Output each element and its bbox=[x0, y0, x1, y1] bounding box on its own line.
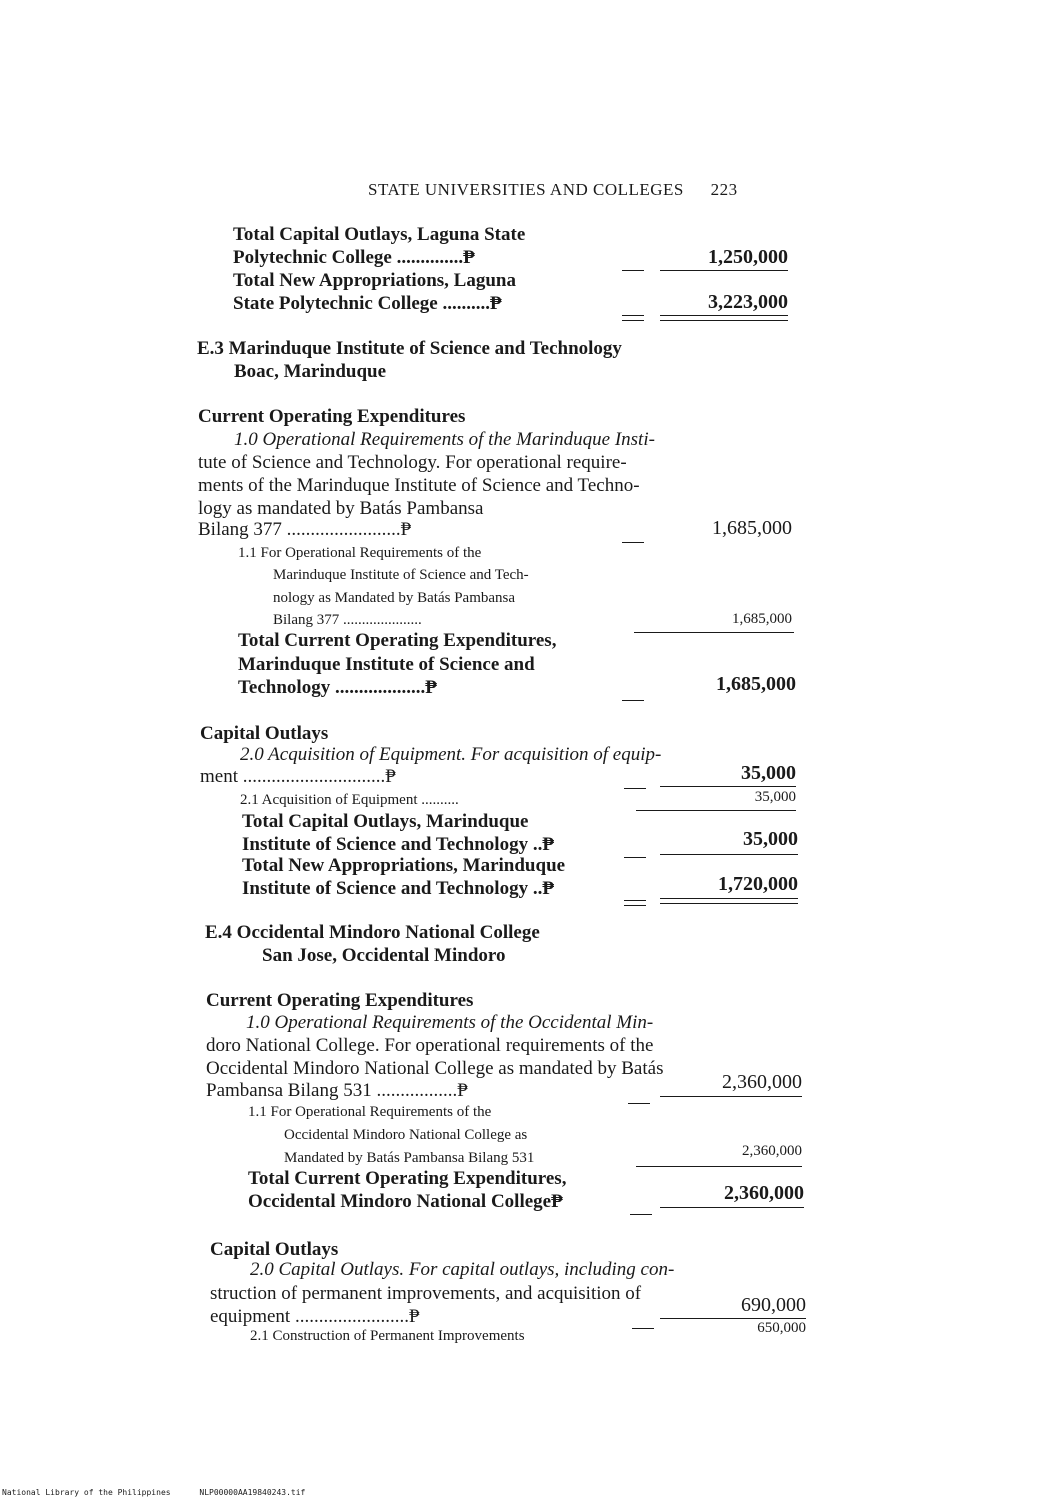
text-line: ments of the Marinduque Institute of Science and Techno- bbox=[198, 475, 640, 496]
amount: 1,250,000 bbox=[708, 246, 788, 268]
page-header bbox=[368, 180, 738, 200]
text-line: struction of permanent improvements, and acquisition of bbox=[210, 1283, 642, 1304]
amount: 3,223,000 bbox=[708, 291, 788, 313]
underline bbox=[636, 810, 796, 811]
text-line: 2.0 Acquisition of Equipment. For acquisition of equip- bbox=[240, 744, 662, 765]
underline bbox=[630, 1214, 652, 1215]
section-location: Boac, Marinduque bbox=[234, 361, 387, 382]
subsection-heading: Current Operating Expenditures bbox=[198, 406, 466, 427]
text-line: Occidental Mindoro National College₱ bbox=[248, 1191, 563, 1212]
amount: 1,685,000 bbox=[732, 611, 792, 627]
text-line: 2.0 Capital Outlays. For capital outlays, including con- bbox=[250, 1259, 675, 1280]
section-location: San Jose, Occidental Mindoro bbox=[262, 945, 506, 966]
text-line: Bilang 377 ........................₱ bbox=[198, 519, 412, 540]
sub-item-line: Mandated by Batás Pambansa Bilang 531 bbox=[284, 1150, 535, 1166]
text-line: Marinduque Institute of Science and bbox=[238, 654, 535, 675]
sub-item-line: 2.1 Construction of Permanent Improvements bbox=[250, 1328, 525, 1344]
underline bbox=[660, 786, 796, 787]
underline bbox=[624, 857, 646, 858]
text-line: Polytechnic College ..............₱ bbox=[233, 247, 475, 268]
section-title: E.3 Marinduque Institute of Science and Technology bbox=[197, 338, 622, 359]
subsection-heading: Capital Outlays bbox=[210, 1239, 339, 1260]
double-underline bbox=[660, 898, 798, 904]
amount: 35,000 bbox=[754, 789, 796, 805]
sub-item-line: nology as Mandated by Batás Pambansa bbox=[273, 590, 516, 606]
subsection-heading: Capital Outlays bbox=[200, 723, 329, 744]
amount: 690,000 bbox=[741, 1294, 806, 1316]
double-underline bbox=[622, 315, 644, 321]
text-line: Total Capital Outlays, Laguna State bbox=[233, 224, 526, 245]
page-number: 223 bbox=[710, 180, 738, 199]
amount: 35,000 bbox=[741, 762, 796, 784]
amount: 1,685,000 bbox=[716, 673, 796, 695]
underline bbox=[660, 1207, 804, 1208]
text-line: 1.0 Operational Requirements of the Marinduque Insti- bbox=[234, 429, 655, 450]
text-line: Institute of Science and Technology ..₱ bbox=[242, 834, 554, 855]
amount: 2,360,000 bbox=[742, 1143, 802, 1159]
text-line: Total Capital Outlays, Marinduque bbox=[242, 811, 529, 832]
underline bbox=[622, 270, 644, 271]
text-line: Institute of Science and Technology ..₱ bbox=[242, 878, 554, 899]
running-title: STATE UNIVERSITIES AND COLLEGES bbox=[368, 180, 684, 199]
text-line: Occidental Mindoro National College as mandated by Batás bbox=[206, 1058, 664, 1079]
amount: 35,000 bbox=[743, 828, 798, 850]
underline bbox=[660, 1318, 806, 1319]
underline bbox=[660, 270, 788, 271]
text-line: Total Current Operating Expenditures, bbox=[248, 1168, 567, 1189]
underline bbox=[622, 700, 644, 701]
text-line: Technology ...................₱ bbox=[238, 677, 437, 698]
underline bbox=[636, 1166, 802, 1167]
library-credit: National Library of the Philippines bbox=[2, 1488, 171, 1497]
amount: 2,360,000 bbox=[724, 1182, 804, 1204]
text-line: logy as mandated by Batás Pambansa bbox=[198, 498, 484, 519]
sub-item-line: 1.1 For Operational Requirements of the bbox=[238, 545, 482, 561]
text-line: tute of Science and Technology. For operational require- bbox=[198, 452, 627, 473]
amount: 2,360,000 bbox=[722, 1071, 802, 1093]
text-line: Total New Appropriations, Marinduque bbox=[242, 855, 566, 876]
text-line: Total New Appropriations, Laguna bbox=[233, 270, 516, 291]
amount: 650,000 bbox=[757, 1320, 806, 1336]
sub-item-line: 2.1 Acquisition of Equipment .......... bbox=[240, 792, 459, 808]
underline bbox=[634, 632, 794, 633]
underline bbox=[632, 1328, 654, 1329]
sub-item-line: 1.1 For Operational Requirements of the bbox=[248, 1104, 492, 1120]
sub-item-line: Occidental Mindoro National College as bbox=[284, 1127, 528, 1143]
text-line: equipment ........................₱ bbox=[210, 1306, 420, 1327]
amount: 1,720,000 bbox=[718, 873, 798, 895]
underline bbox=[622, 542, 644, 543]
sub-item-line: Marinduque Institute of Science and Tech- bbox=[273, 567, 529, 583]
amount: 1,685,000 bbox=[712, 517, 792, 539]
text-line: Pambansa Bilang 531 .................₱ bbox=[206, 1080, 468, 1101]
underline bbox=[628, 1103, 650, 1104]
text-line: ment ..............................₱ bbox=[200, 766, 396, 787]
underline bbox=[624, 788, 646, 789]
text-line: Total Current Operating Expenditures, bbox=[238, 630, 557, 651]
scan-footer bbox=[2, 1488, 305, 1497]
sub-item-line: Bilang 377 ..................... bbox=[273, 612, 422, 628]
text-line: State Polytechnic College ..........₱ bbox=[233, 293, 502, 314]
subsection-heading: Current Operating Expenditures bbox=[206, 990, 474, 1011]
file-name: NLP00000AA19840243.tif bbox=[199, 1488, 306, 1497]
text-line: 1.0 Operational Requirements of the Occidental Min- bbox=[246, 1012, 654, 1033]
underline bbox=[660, 1096, 802, 1097]
double-underline bbox=[624, 900, 646, 906]
underline bbox=[660, 854, 798, 855]
section-title: E.4 Occidental Mindoro National College bbox=[205, 922, 540, 943]
text-line: doro National College. For operational requirements of the bbox=[206, 1035, 654, 1056]
double-underline bbox=[660, 315, 788, 321]
